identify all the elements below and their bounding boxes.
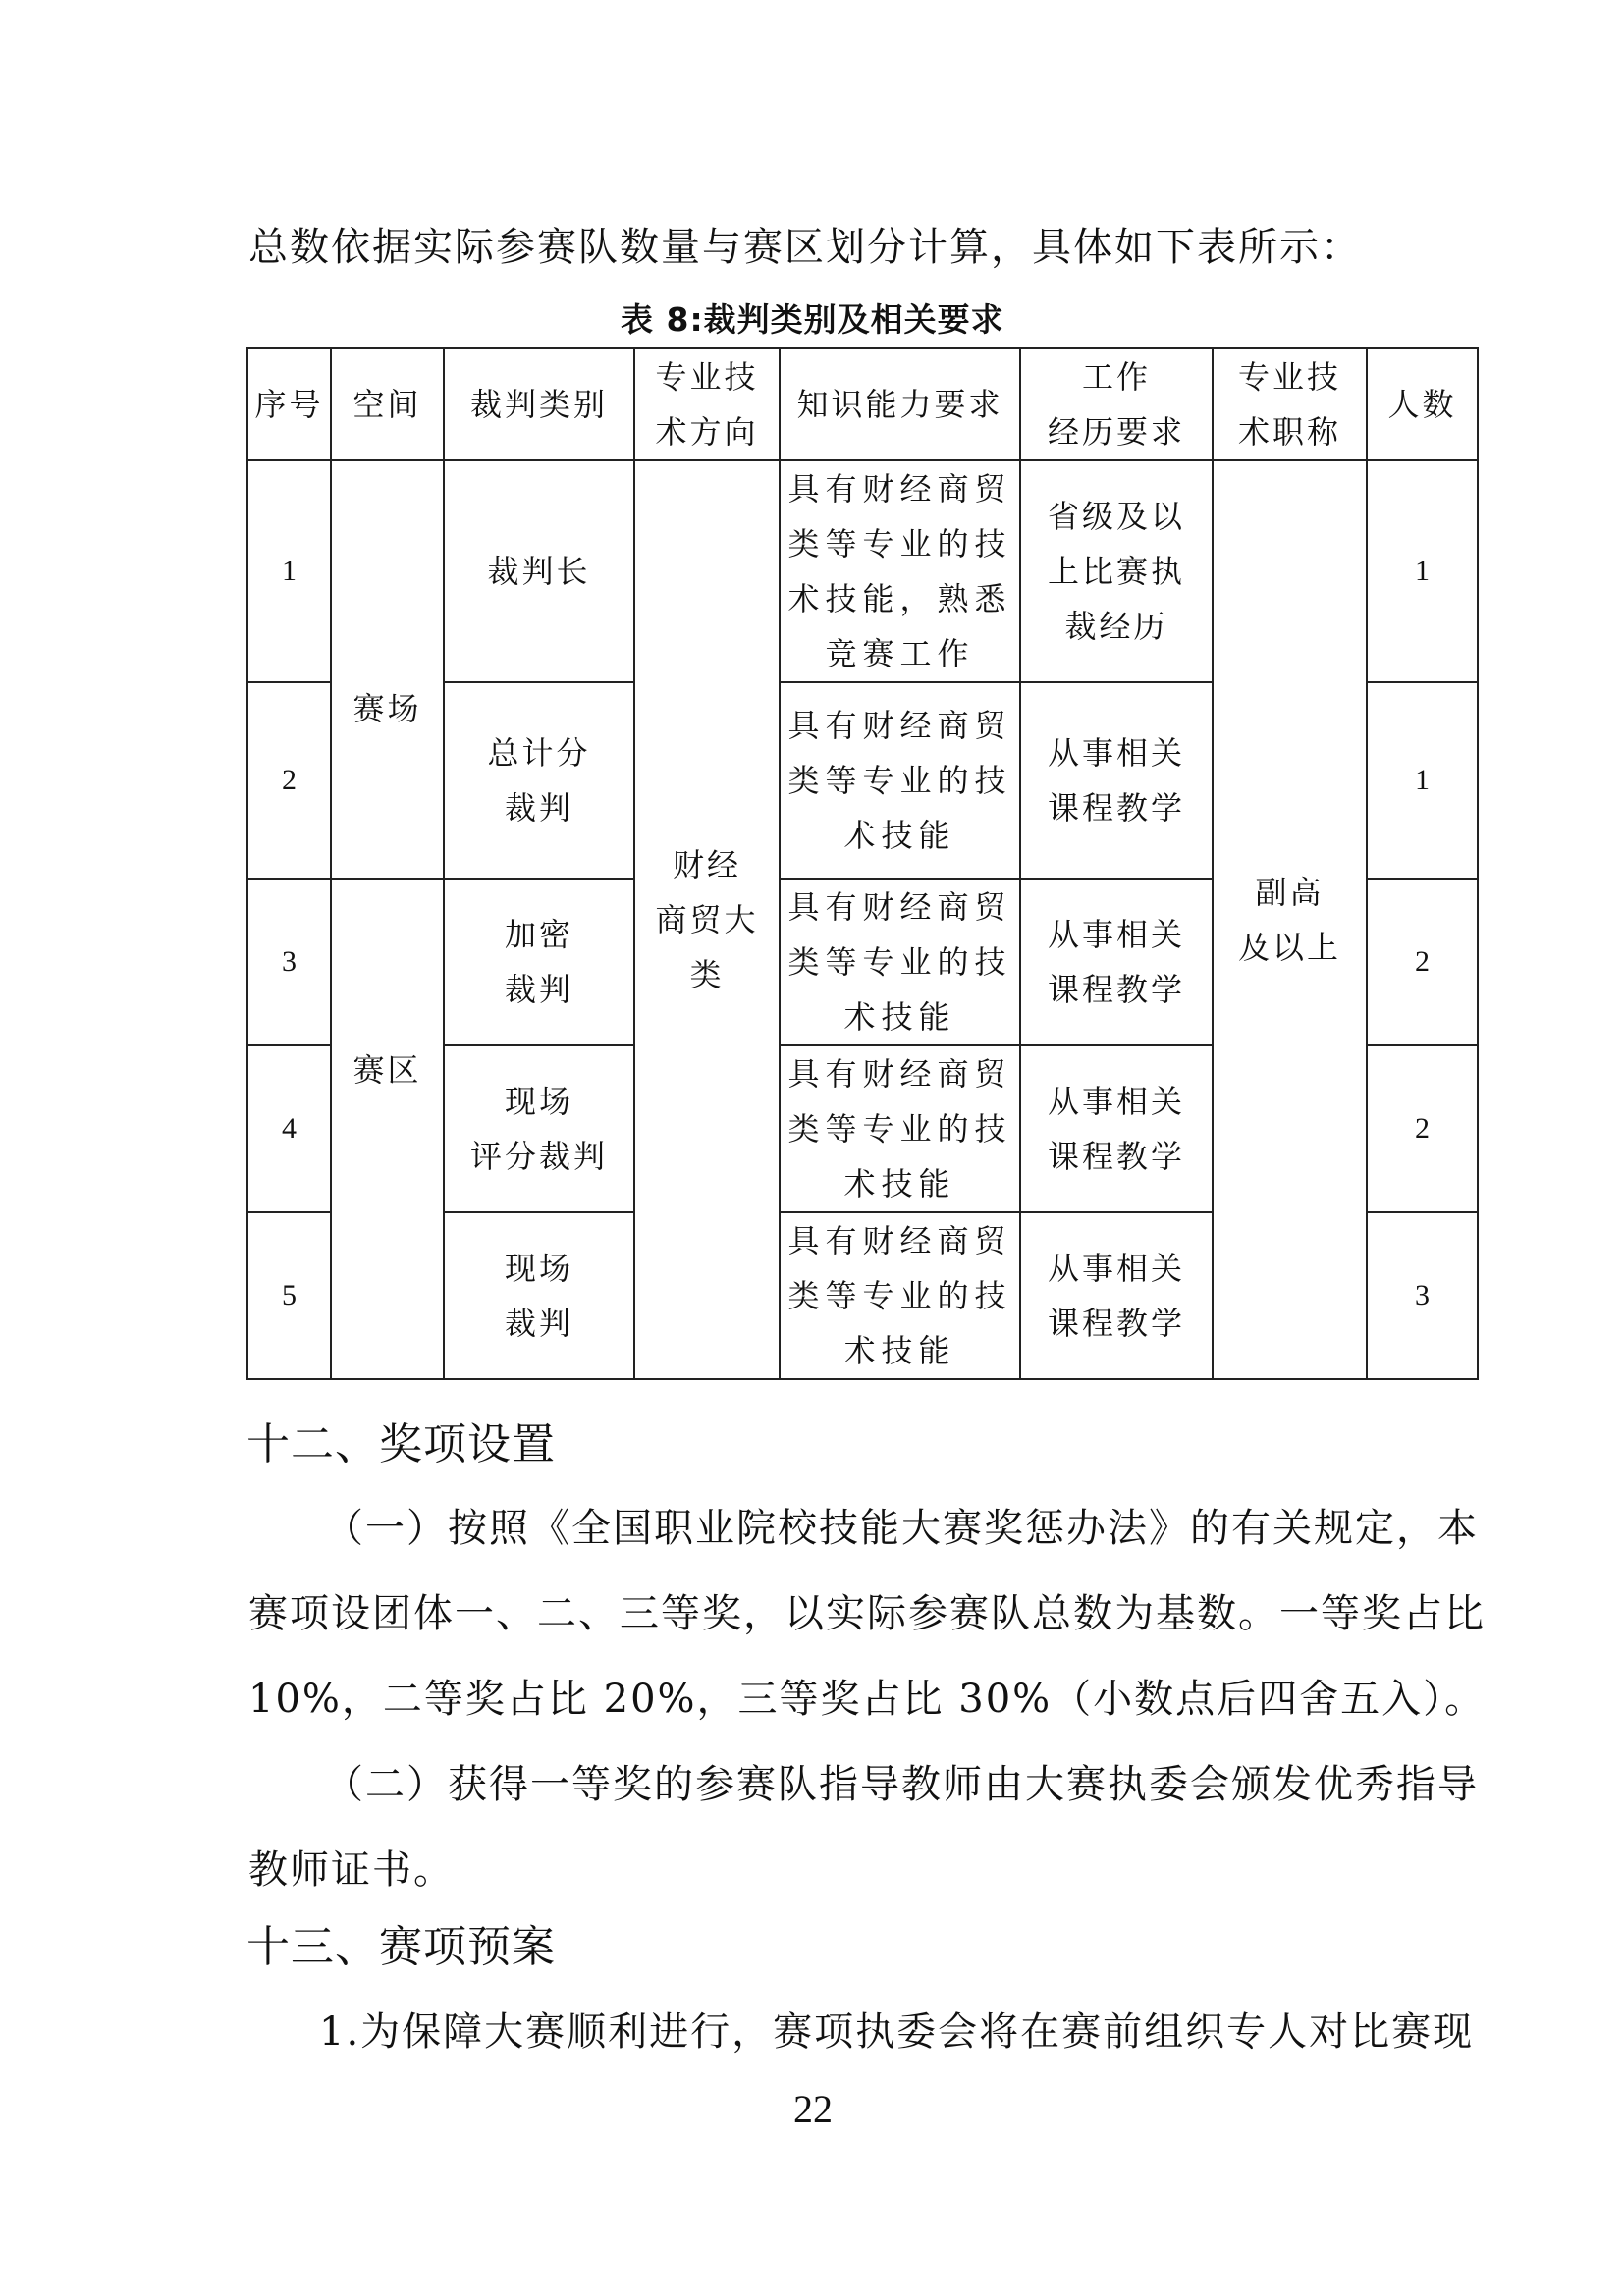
category-l1: 现场 [504, 1250, 573, 1287]
experience-l1: 从事相关 [1047, 916, 1185, 953]
header-space: 空间 [331, 348, 444, 460]
experience-l2: 课程教学 [1047, 1305, 1185, 1342]
section12-p1-line3: 10%，二等奖占比 20%，三等奖占比 30%（小数点后四舍五入）。 [248, 1677, 1487, 1722]
category-cell [444, 682, 634, 879]
title-cell [1213, 460, 1367, 1379]
header-seq: 序号 [247, 348, 331, 460]
header-experience-l1: 工作 [1081, 358, 1151, 396]
category-cell: 裁判长 [444, 460, 634, 682]
count-cell: 2 [1367, 879, 1478, 1045]
section12-p2-line2: 教师证书。 [248, 1847, 455, 1893]
knowledge-cell: 具有财经商贸类等专业的技术技能 [780, 879, 1020, 1045]
category-l1: 总计分 [487, 734, 591, 772]
header-title [1213, 348, 1367, 460]
experience-cell [1020, 1045, 1213, 1212]
category-l2: 评分裁判 [469, 1138, 608, 1175]
row-seq: 5 [247, 1212, 331, 1379]
header-direction [634, 348, 780, 460]
header-direction-l1: 专业技 [655, 358, 759, 396]
experience-l2: 课程教学 [1047, 789, 1185, 827]
experience-l1: 省级及以 [1047, 498, 1185, 535]
section12-p1-line2: 赛项设团体一、二、三等奖，以实际参赛队总数为基数。一等奖占比 [248, 1591, 1486, 1636]
referee-table [246, 347, 1479, 1380]
knowledge-cell: 具有财经商贸类等专业的技术技能，熟悉竞赛工作 [780, 460, 1020, 682]
section13-p1-line1: 1.为保障大赛顺利进行，赛项执委会将在赛前组织专人对比赛现 [319, 2009, 1475, 2055]
knowledge-cell: 具有财经商贸类等专业的技术技能 [780, 682, 1020, 879]
category-cell [444, 879, 634, 1045]
space-cell: 赛场 [331, 460, 444, 879]
experience-cell [1020, 460, 1213, 682]
experience-cell [1020, 682, 1213, 879]
table-header-row [247, 348, 1478, 460]
space-cell: 赛区 [331, 879, 444, 1379]
header-knowledge: 知识能力要求 [780, 348, 1020, 460]
experience-cell [1020, 879, 1213, 1045]
header-direction-l2: 术方向 [655, 413, 759, 451]
row-seq: 1 [247, 460, 331, 682]
knowledge-cell: 具有财经商贸类等专业的技术技能 [780, 1212, 1020, 1379]
experience-l1: 从事相关 [1047, 1083, 1185, 1120]
experience-l2: 课程教学 [1047, 971, 1185, 1008]
category-l2: 裁判 [504, 971, 573, 1008]
title-l2: 及以上 [1237, 929, 1341, 966]
count-cell: 1 [1367, 682, 1478, 879]
header-category: 裁判类别 [444, 348, 634, 460]
experience-l1: 从事相关 [1047, 734, 1185, 772]
experience-l1: 从事相关 [1047, 1250, 1185, 1287]
experience-cell [1020, 1212, 1213, 1379]
section12-p1-line1: （一）按照《全国职业院校技能大赛奖惩办法》的有关规定，本 [324, 1506, 1479, 1551]
page-number: 22 [793, 2087, 833, 2131]
title-l1: 副高 [1255, 874, 1325, 911]
experience-l2: 课程教学 [1047, 1138, 1185, 1175]
header-count: 人数 [1367, 348, 1478, 460]
direction-cell [634, 460, 780, 1379]
table-row [247, 460, 1478, 682]
direction-l2: 商贸大类 [655, 901, 759, 993]
row-seq: 2 [247, 682, 331, 879]
category-cell [444, 1045, 634, 1212]
count-cell: 2 [1367, 1045, 1478, 1212]
direction-l1: 财经 [672, 846, 741, 883]
header-title-l1: 专业技 [1237, 358, 1341, 396]
table-caption: 表 8:裁判类别及相关要求 [621, 300, 1004, 339]
count-cell: 3 [1367, 1212, 1478, 1379]
category-l2: 裁判 [504, 789, 573, 827]
row-seq: 3 [247, 879, 331, 1045]
category-l2: 裁判 [504, 1305, 573, 1342]
experience-l2: 上比赛执 [1047, 553, 1185, 590]
intro-line: 总数依据实际参赛队数量与赛区划分计算，具体如下表所示： [248, 225, 1362, 270]
knowledge-cell: 具有财经商贸类等专业的技术技能 [780, 1045, 1020, 1212]
section12-p2-line1: （二）获得一等奖的参赛队指导教师由大赛执委会颁发优秀指导 [324, 1762, 1479, 1807]
header-experience [1020, 348, 1213, 460]
experience-l3: 裁经历 [1064, 608, 1168, 645]
section12-heading: 十二、奖项设置 [246, 1419, 556, 1469]
count-cell: 1 [1367, 460, 1478, 682]
header-title-l2: 术职称 [1237, 413, 1341, 451]
category-l1: 加密 [504, 916, 573, 953]
section13-heading: 十三、赛项预案 [246, 1922, 556, 1972]
header-experience-l2: 经历要求 [1047, 413, 1185, 451]
category-cell [444, 1212, 634, 1379]
row-seq: 4 [247, 1045, 331, 1212]
category-l1: 现场 [504, 1083, 573, 1120]
